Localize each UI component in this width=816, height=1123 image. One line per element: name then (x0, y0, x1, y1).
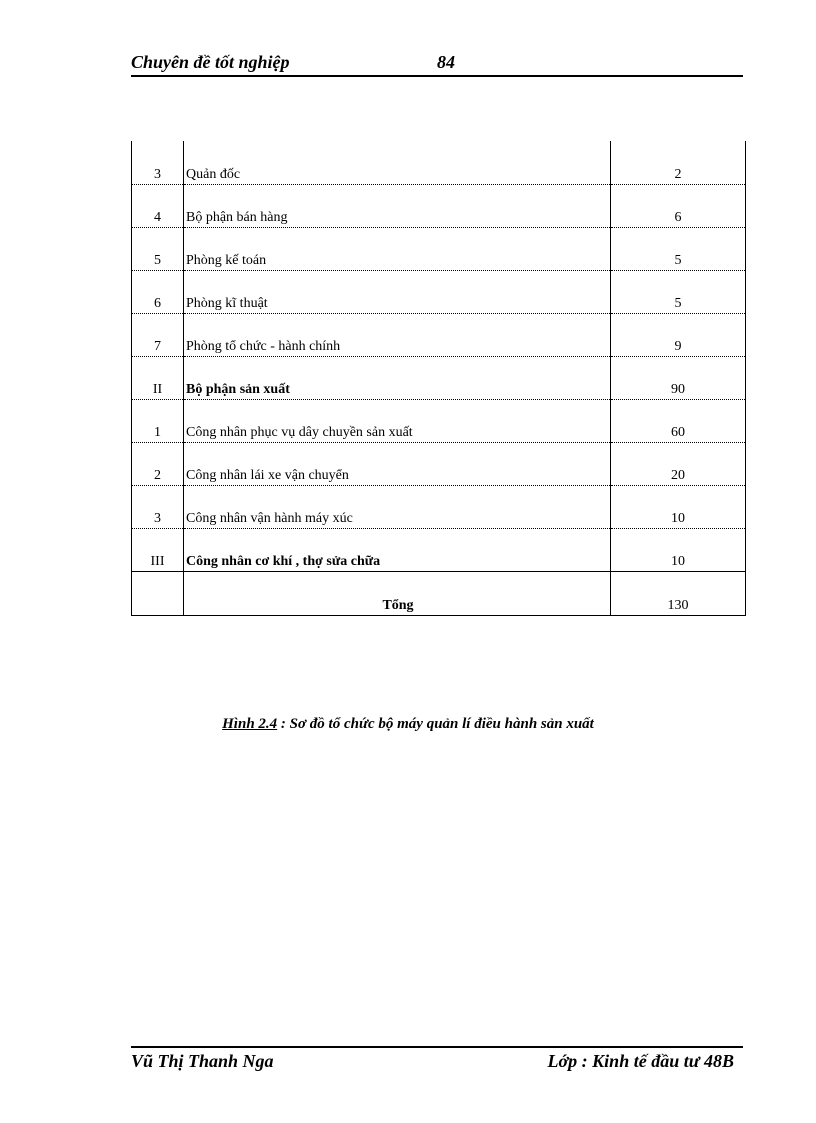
footer-class: Lớp : Kinh tế đầu tư 48B (547, 1051, 734, 1071)
row-name: Công nhân lái xe vận chuyển (184, 443, 611, 486)
table-total-row (132, 572, 746, 616)
row-value: 6 (611, 185, 746, 228)
row-value: 60 (611, 400, 746, 443)
row-number: II (132, 357, 184, 400)
row-name: Phòng kĩ thuật (184, 271, 611, 314)
figure-caption-text: : Sơ đồ tổ chức bộ máy quản lí điều hành sản xuất (277, 716, 594, 732)
page-number: 84 (437, 52, 455, 72)
total-value: 130 (611, 572, 746, 616)
row-value: 90 (611, 357, 746, 400)
row-value: 10 (611, 529, 746, 572)
page-header (131, 52, 743, 74)
row-name: Phòng kế toán (184, 228, 611, 271)
row-name: Công nhân phục vụ dây chuyền sản xuất (184, 400, 611, 443)
row-number: 1 (132, 400, 184, 443)
row-value: 9 (611, 314, 746, 357)
row-number: 2 (132, 443, 184, 486)
table-row (132, 314, 746, 357)
header-rule (131, 75, 743, 77)
row-value: 5 (611, 271, 746, 314)
table-section-row (132, 357, 746, 400)
row-number: 4 (132, 185, 184, 228)
row-number: 3 (132, 141, 184, 185)
figure-caption (0, 716, 816, 733)
row-value: 2 (611, 141, 746, 185)
row-name: Bộ phận bán hàng (184, 185, 611, 228)
table-section-row (132, 529, 746, 572)
row-number: III (132, 529, 184, 572)
table-row (132, 228, 746, 271)
row-value: 5 (611, 228, 746, 271)
table-row (132, 141, 746, 185)
row-name: Công nhân vận hành máy xúc (184, 486, 611, 529)
row-name: Bộ phận sản xuất (184, 357, 611, 400)
row-number: 5 (132, 228, 184, 271)
staff-table (131, 141, 745, 616)
row-number: 7 (132, 314, 184, 357)
row-number: 6 (132, 271, 184, 314)
total-label: Tổng (184, 572, 611, 616)
table-row (132, 185, 746, 228)
row-name: Công nhân cơ khí , thợ sửa chữa (184, 529, 611, 572)
row-name: Phòng tổ chức - hành chính (184, 314, 611, 357)
row-value: 10 (611, 486, 746, 529)
total-empty-cell (132, 572, 184, 616)
row-number: 3 (132, 486, 184, 529)
row-name: Quản đốc (184, 141, 611, 185)
document-title: Chuyên đề tốt nghiệp (131, 52, 290, 72)
table-row (132, 271, 746, 314)
table-row (132, 400, 746, 443)
row-value: 20 (611, 443, 746, 486)
footer-rule (131, 1046, 743, 1048)
table-row (132, 486, 746, 529)
figure-label: Hình 2.4 (222, 716, 278, 732)
footer-author: Vũ Thị Thanh Nga (131, 1051, 274, 1071)
table-row (132, 443, 746, 486)
